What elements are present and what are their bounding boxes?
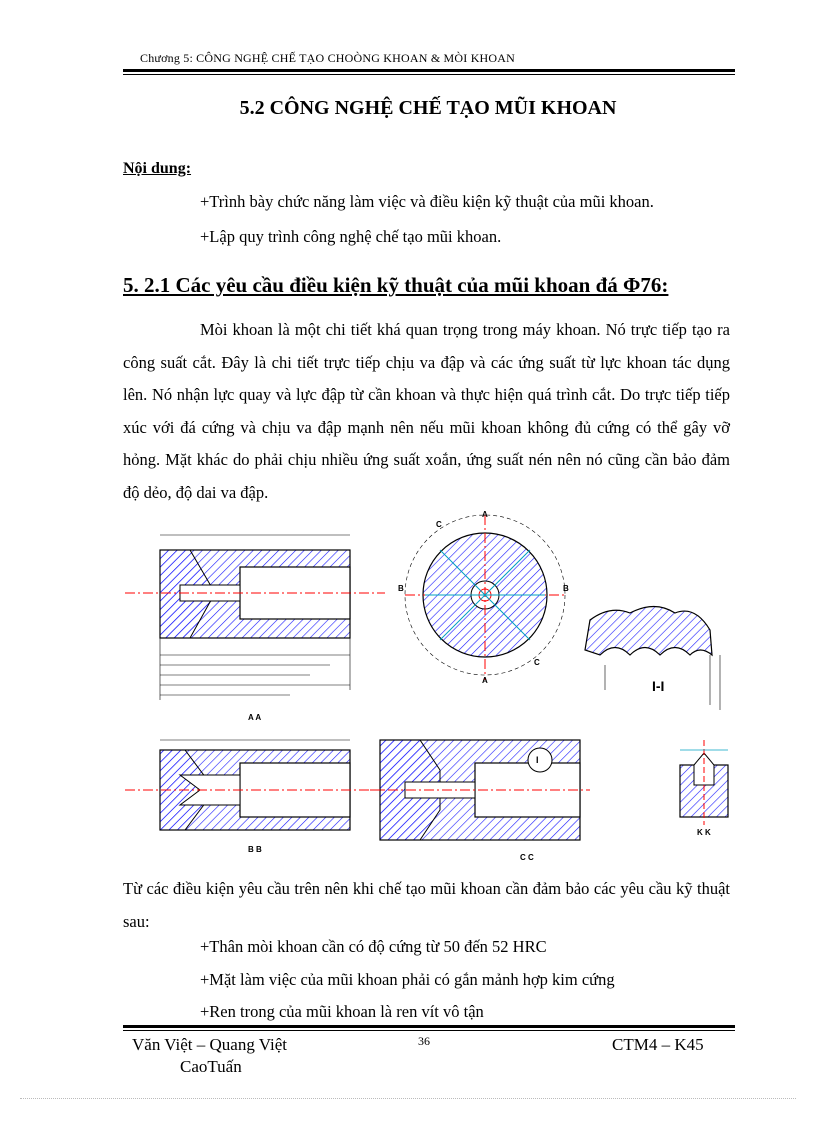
section-title: 5.2 CÔNG NGHỆ CHẾ TẠO MŨI KHOAN: [239, 97, 617, 119]
mark-i: I: [536, 755, 539, 765]
header-rule-thin: [123, 74, 735, 75]
view-cc: [370, 740, 590, 862]
label-cc: C C: [520, 853, 534, 862]
label-bb: B B: [248, 845, 262, 854]
mark-b-right: B: [563, 584, 569, 593]
content-item: +Trình bày chức năng làm việc và điều kiện kỹ thuật của mũi khoan.: [200, 192, 654, 211]
label-aa: A A: [248, 713, 262, 722]
footer-authors: Văn Việt – Quang Việt: [132, 1035, 288, 1054]
content-label: Nội dung:: [123, 160, 192, 177]
mark-c-top: C: [436, 520, 442, 529]
chapter-header: Chương 5: CÔNG NGHỆ CHẾ TẠO CHOÒNG KHOAN & MÒI KHOAN: [140, 51, 516, 65]
requirement-item: +Ren trong của mũi khoan là ren vít vô tận: [200, 1002, 484, 1021]
view-bb: [125, 740, 385, 854]
page-number: 36: [418, 1034, 430, 1048]
view-front: [398, 510, 569, 685]
footer-rule-thin: [123, 1030, 735, 1031]
view-aa: [125, 535, 385, 722]
content-item: +Lập quy trình công nghệ chế tạo mũi khoan.: [200, 227, 502, 246]
label-ii: I-I: [652, 678, 665, 694]
view-ii: [585, 607, 720, 711]
footer-authors-2: CaoTuấn: [180, 1057, 242, 1076]
subsection-title: 5. 2.1 Các yêu cầu điều kiện kỹ thuật của mũi khoan đá Φ76:: [123, 273, 669, 297]
paragraph-intro: Mòi khoan là một chi tiết khá quan trọng trong máy khoan. Nó trực tiếp tạo ra công suất cắt. Đây là chi tiết trực tiếp chịu va đập và các ứng suất từ lực khoan tác dụng lên. Nó nhận lực quay và lực đập từ cần khoan và thực hiện quá trình cắt. Do trực tiếp tiếp xúc với đá cứng và chịu va đập mạnh nên nếu mũi khoan không đủ cứng có thể gây vỡ hỏng. Mặt khác do phải chịu nhiều ứng suất xoắn, ứng suất nén nên nó cũng cần bảo đảm độ dẻo, độ dai va đập.: [123, 320, 730, 502]
footer-rule-thick: [123, 1025, 735, 1028]
page-bottom-dotted-line: [20, 1098, 796, 1099]
paragraph-requirements-intro: Từ các điều kiện yêu cầu trên nên khi chế tạo mũi khoan cần đảm bảo các yêu cầu kỹ thuật sau:: [123, 879, 730, 931]
mark-b-left: B: [398, 584, 404, 593]
requirement-item: +Thân mòi khoan cần có độ cứng từ 50 đến 52 HRC: [200, 937, 547, 956]
mark-c-bottom: C: [534, 658, 540, 667]
footer-class-code: CTM4 – K45: [612, 1035, 704, 1054]
header-rule-thick: [123, 69, 735, 72]
requirement-item: +Mặt làm việc của mũi khoan phải có gắn mảnh hợp kim cứng: [200, 970, 615, 989]
mark-a-bottom: A: [482, 676, 488, 685]
view-kk: [680, 740, 728, 837]
label-kk: K K: [697, 828, 711, 837]
mark-a-top: A: [482, 510, 488, 519]
drill-bit-drawing: [120, 505, 760, 865]
